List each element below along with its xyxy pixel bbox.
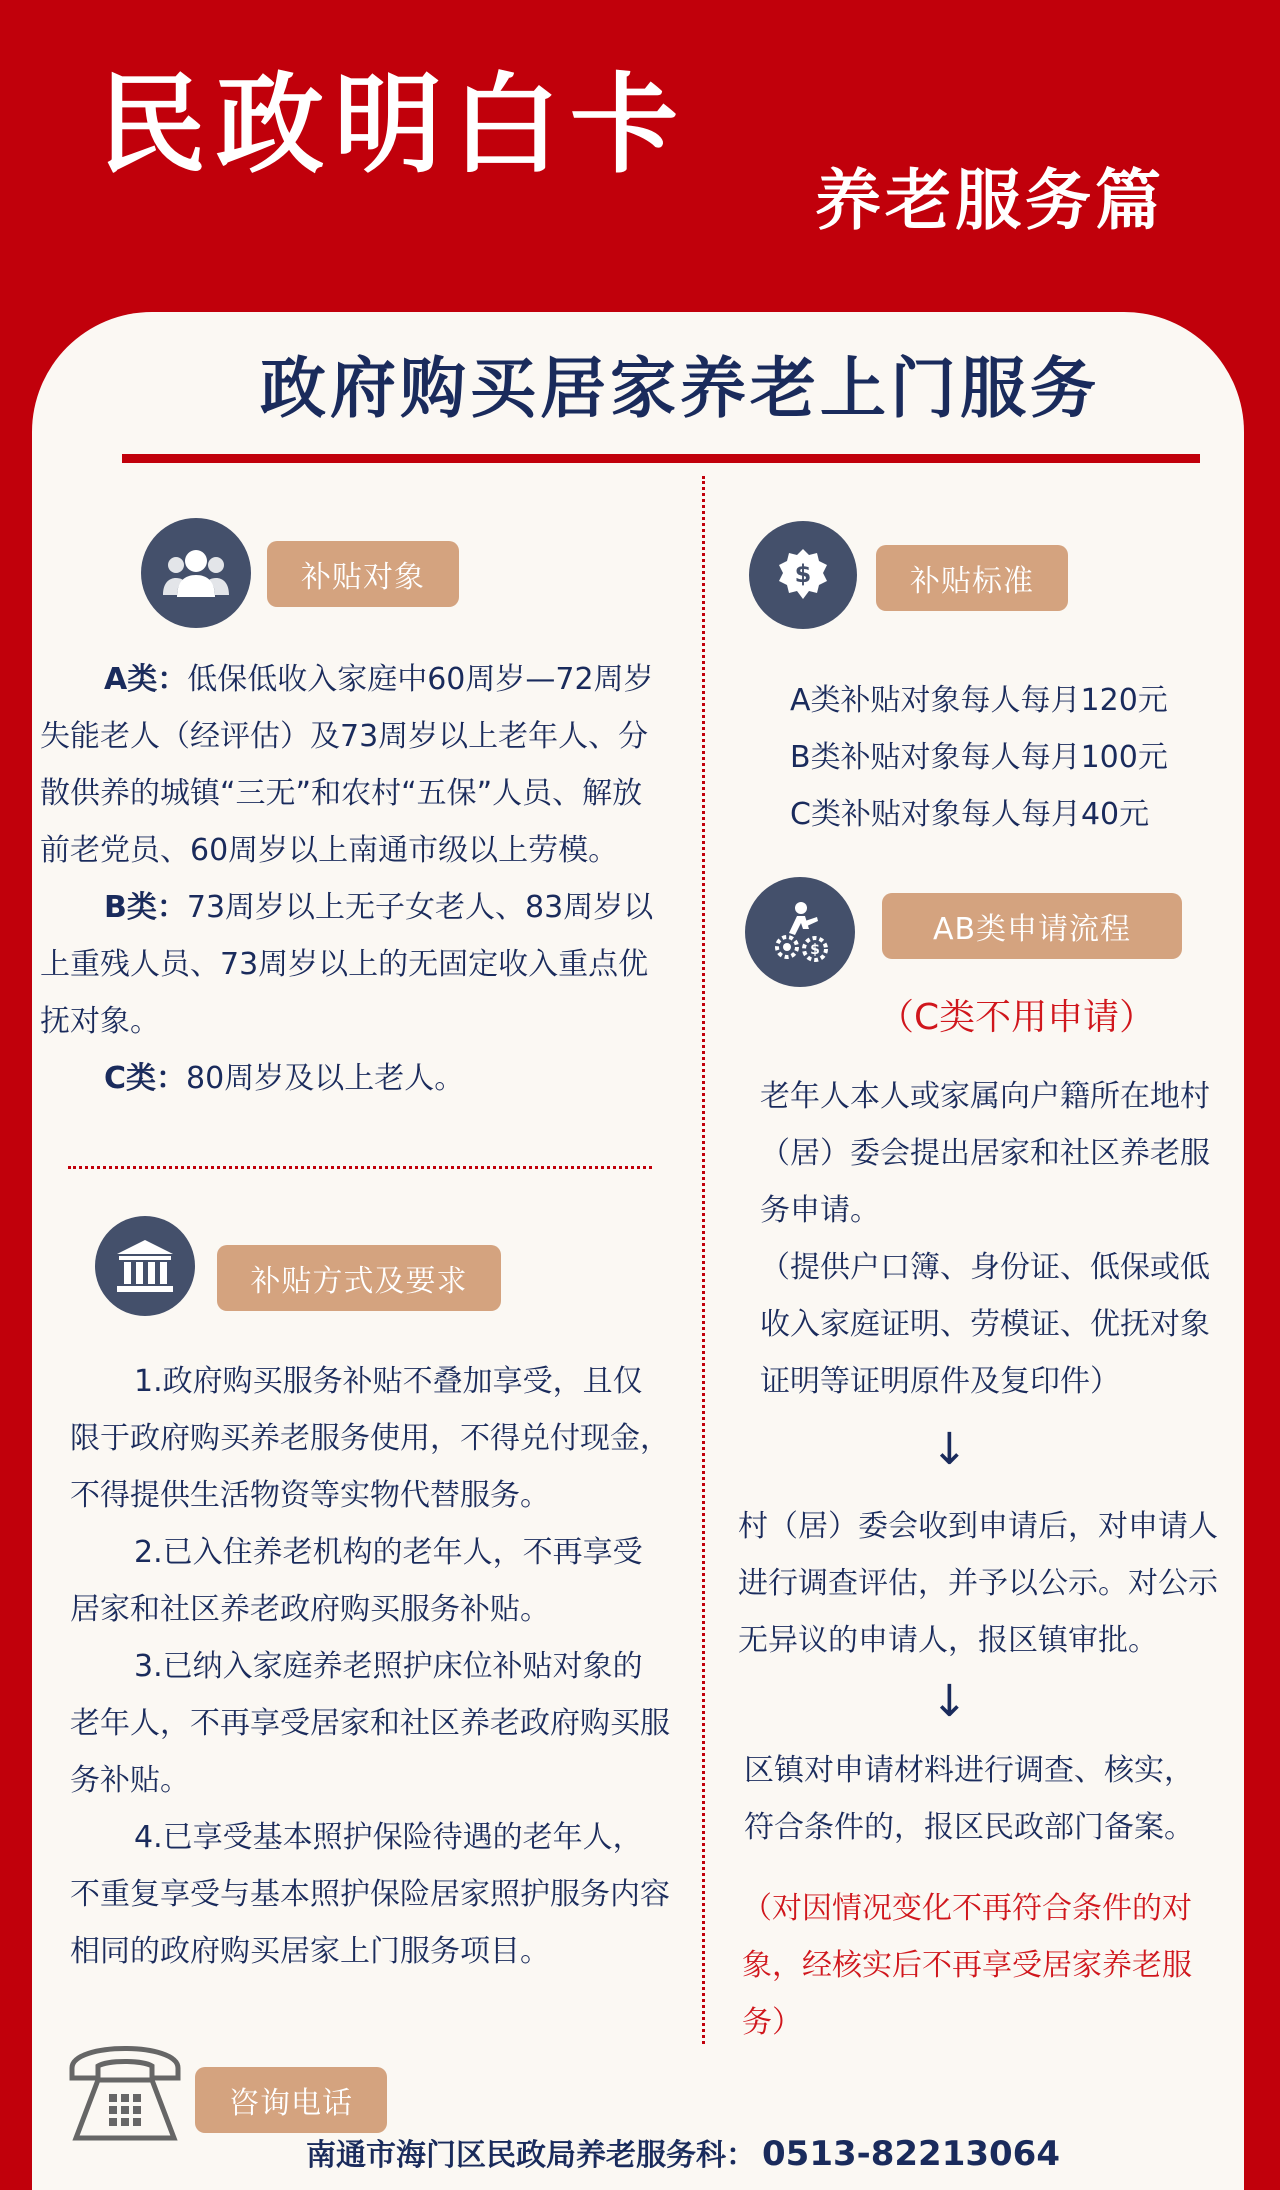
- telephone-icon: [62, 2028, 188, 2146]
- category-a-text: 低保低收入家庭中60周岁—72周岁失能老人（经评估）及73周岁以上老年人、分散供养的城镇“三无”和农村“五保”人员、解放前老党员、60周岁以上南通市级以上劳模。: [40, 662, 654, 868]
- category-b-label: B类：: [104, 890, 187, 925]
- process-step-1: [760, 1068, 1214, 1410]
- title-underline: [122, 454, 1200, 463]
- process-steps-icon: [745, 877, 855, 987]
- standard-line-c: C类补贴对象每人每月40元: [790, 797, 1150, 832]
- process-step-3: 区镇对申请材料进行调查、核实，符合条件的，报区民政部门备案。: [744, 1753, 1194, 1845]
- tag-application-process: AB类申请流程: [882, 893, 1182, 959]
- category-c-label: C类：: [104, 1061, 187, 1096]
- svg-text:$: $: [810, 942, 820, 958]
- method-item-4: 4.已享受基本照护保险待遇的老年人，不重复享受与基本照护保险居家照护服务内容相同的政府购买居家上门服务项目。: [70, 1820, 670, 1969]
- subsidy-standard-list: [790, 672, 1220, 843]
- column-divider: [702, 476, 705, 2044]
- institution-building-icon: [95, 1216, 195, 1316]
- method-item-2: 2.已入住养老机构的老年人，不再享受居家和社区养老政府购买服务补贴。: [70, 1535, 643, 1627]
- process-step-1-note: （提供户口簿、身份证、低保或低收入家庭证明、劳模证、优抚对象证明等证明原件及复印件）: [760, 1250, 1210, 1399]
- money-badge-icon: [749, 521, 857, 629]
- category-c-text: 80周岁及以上老人。: [186, 1061, 465, 1096]
- svg-text:$: $: [794, 560, 812, 588]
- section-divider: [68, 1166, 652, 1169]
- arrow-down-icon: ↓: [931, 1424, 968, 1475]
- category-b-text: 73周岁以上无子女老人、83周岁以上重残人员、73周岁以上的无固定收入重点优抚对象。: [40, 890, 654, 1039]
- contact-phone: 0513-82213064: [762, 2134, 1060, 2174]
- tag-contact: 咨询电话: [195, 2067, 387, 2133]
- process-step-1-text: 老年人本人或家属向户籍所在地村（居）委会提出居家和社区养老服务申请。: [760, 1079, 1210, 1228]
- process-note-c: （C类不用申请）: [878, 997, 1156, 1038]
- header-title: 民政明白卡: [98, 63, 689, 188]
- tag-subsidy-method: 补贴方式及要求: [217, 1245, 501, 1311]
- category-a-label: A类：: [104, 662, 188, 697]
- contact-org: 南通市海门区民政局养老服务科：: [306, 2138, 756, 2173]
- method-item-1: 1.政府购买服务补贴不叠加享受，且仅限于政府购买养老服务使用，不得兑付现金，不得提供生活物资等实物代替服务。: [70, 1364, 670, 1513]
- method-item-3: 3.已纳入家庭养老照护床位补贴对象的老年人，不再享受居家和社区养老政府购买服务补贴。: [70, 1649, 670, 1798]
- tag-subsidy-standard: 补贴标准: [876, 545, 1068, 611]
- header-subtitle: 养老服务篇: [815, 162, 1165, 239]
- process-warning: （对因情况变化不再符合条件的对象，经核实后不再享受居家养老服务）: [742, 1891, 1192, 2040]
- standard-line-a: A类补贴对象每人每月120元: [790, 683, 1168, 718]
- people-group-icon: [141, 518, 251, 628]
- main-title: 政府购买居家养老上门服务: [260, 350, 1100, 427]
- standard-line-b: B类补贴对象每人每月100元: [790, 740, 1168, 775]
- subsidy-method-text: [70, 1353, 670, 1980]
- subsidy-targets-text: [40, 651, 670, 1107]
- contact-line: [306, 2130, 1060, 2174]
- tag-subsidy-targets: 补贴对象: [267, 541, 459, 607]
- process-step-2: 村（居）委会收到申请后，对申请人进行调查评估，并予以公示。对公示无异议的申请人，报区镇审批。: [738, 1509, 1218, 1658]
- arrow-down-icon: ↓: [931, 1676, 968, 1727]
